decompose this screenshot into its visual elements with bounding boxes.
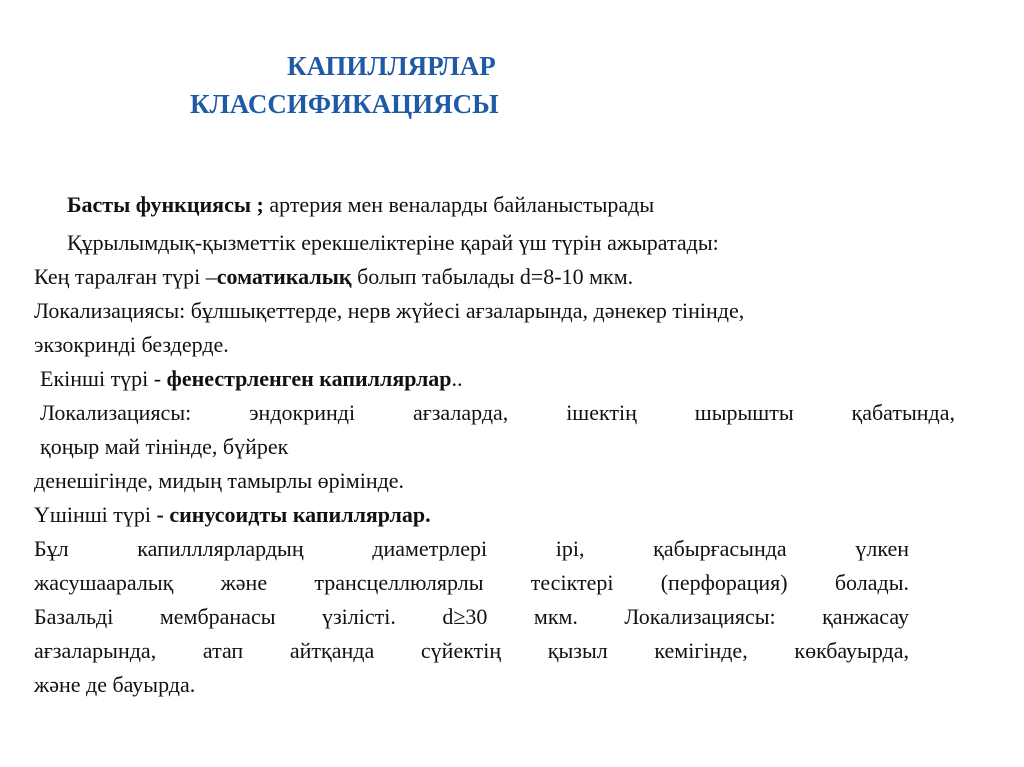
body-line-exocrine: экзокринді бездерде.: [34, 332, 229, 357]
body-line-main-function: [67, 190, 654, 220]
body-line-diameter: Бұл капилллярлардың диаметрлері ірі, қабырғасында үлкен: [34, 536, 909, 561]
main-function-text: артерия мен веналарды байланыстырады: [263, 192, 655, 217]
body-line-basal-membrane: Базальді мембранасы үзілісті. d≥30 мкм. Локализациясы: қанжасау: [34, 604, 909, 629]
sinusoidal-term: - синусоидты капиллярлар.: [156, 502, 431, 527]
body-line-perforation: жасушааралық және трансцеллюлярлы тесіктері (перфорация) болады.: [34, 570, 909, 595]
body-line-somatic: [34, 262, 633, 292]
fenestrated-term: фенестрленген капиллярлар: [166, 366, 452, 391]
somatic-term: соматикалық: [216, 264, 352, 289]
body-line-bone-marrow: ағзаларында, атап айтқанда сүйектің қызыл кемігінде, көкбауырда,: [34, 638, 909, 663]
body-line-liver: және де бауырда.: [34, 672, 196, 697]
body-line-glomerulus: денешігінде, мидың тамырлы өрімінде.: [34, 468, 405, 493]
sinusoidal-prefix: Үшінші түрі: [34, 502, 157, 527]
slide-title-line-1: КАПИЛЛЯРЛАР: [287, 51, 496, 81]
fenestrated-suffix: ..: [451, 366, 463, 391]
body-line-brown-fat: қоңыр май тінінде, бүйрек: [40, 434, 289, 459]
body-line-sinusoidal: [34, 500, 431, 530]
slide-title-line-2: КЛАССИФИКАЦИЯСЫ: [190, 89, 499, 119]
body-line-fenestrated: [40, 364, 463, 394]
fenestrated-prefix: Екінші түрі -: [40, 366, 167, 391]
somatic-prefix: Кең таралған түрі –: [34, 264, 217, 289]
body-line-somatic-localization: Локализациясы: бұлшықеттерде, нерв жүйесі ағзаларында, дәнекер тінінде,: [34, 298, 745, 323]
body-line-types-intro: Құрылымдық-қызметтік ерекшеліктеріне қарай үш түрін ажыратады:: [67, 230, 719, 255]
body-line-fenestrated-localization: Локализациясы: эндокринді ағзаларда, ішектің шырышты қабатында,: [40, 400, 955, 425]
somatic-suffix: болып табылады d=8-10 мкм.: [351, 264, 634, 289]
main-function-label: Басты функциясы ;: [67, 192, 264, 217]
